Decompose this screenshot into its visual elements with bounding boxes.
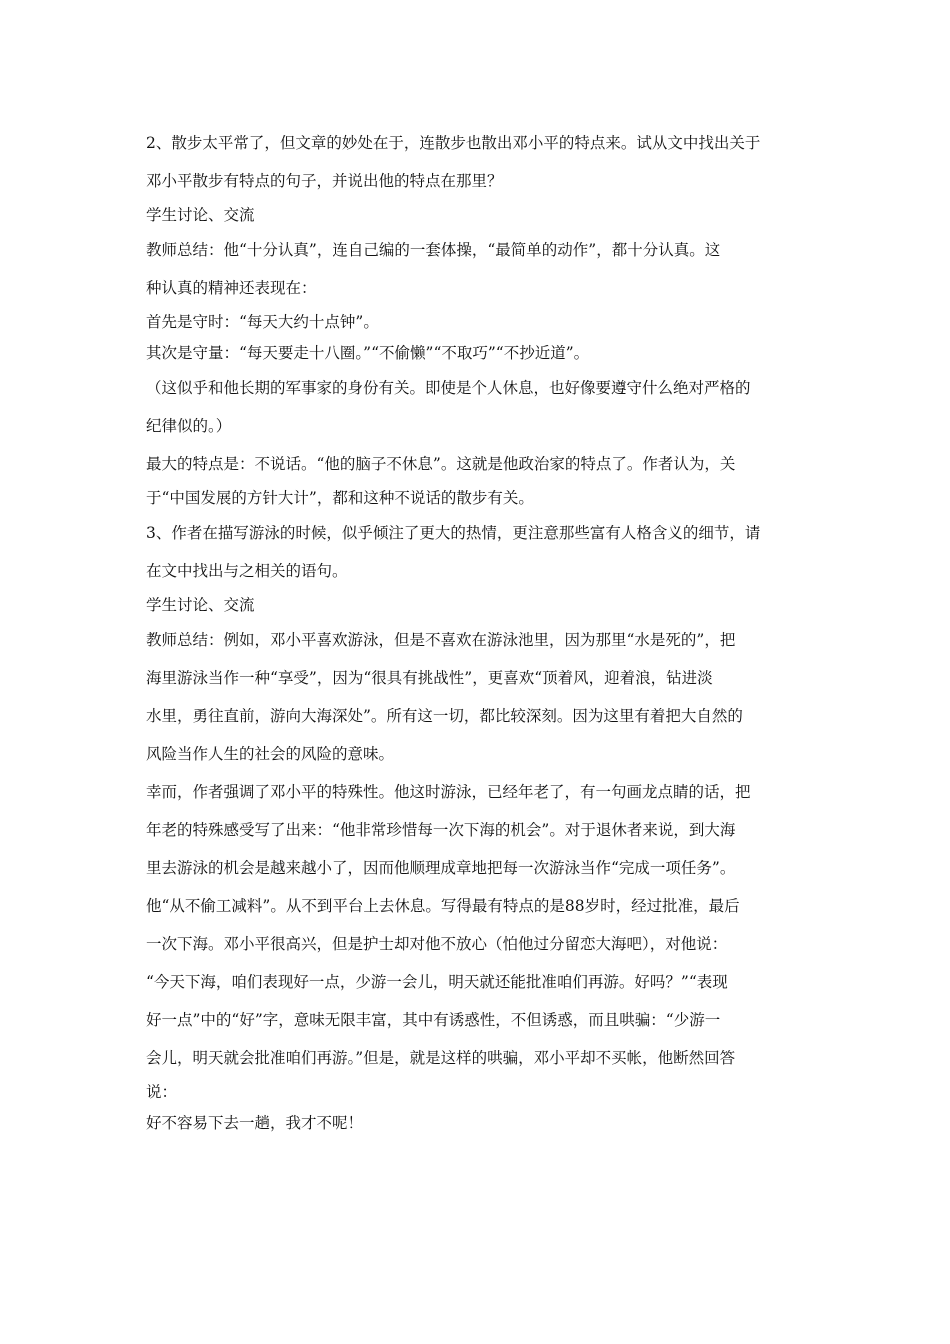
text-line: 首先是守时：“每天大约十点钟”。 xyxy=(146,313,379,331)
text-line: 3、作者在描写游泳的时候，似乎倾注了更大的热情，更注意那些富有人格含义的细节，请 xyxy=(146,524,761,542)
text-line: 在文中找出与之相关的语句。 xyxy=(146,562,348,580)
text-line: 学生讨论、交流 xyxy=(146,206,255,224)
text-line: 好不容易下去一趟，我才不呢！ xyxy=(146,1114,364,1132)
text-line: 种认真的精神还表现在： xyxy=(146,279,317,297)
text-line: 海里游泳当作一种“享受”，因为“很具有挑战性”，更喜欢“顶着风，迎着浪，钻进淡 xyxy=(146,669,713,687)
text-line: 水里，勇往直前，游向大海深处”。所有这一切，都比较深刻。因为这里有着把大自然的 xyxy=(146,707,743,725)
text-line: 学生讨论、交流 xyxy=(146,596,255,614)
text-line: 说： xyxy=(146,1083,178,1101)
text-line: 2、散步太平常了，但文章的妙处在于，连散步也散出邓小平的特点来。试从文中找出关于 xyxy=(146,134,761,152)
text-line: 年老的特殊感受写了出来：“他非常珍惜每一次下海的机会”。对于退休者来说，到大海 xyxy=(146,821,736,839)
text-line: 一次下海。邓小平很高兴，但是护士却对他不放心（怕他过分留恋大海吧），对他说： xyxy=(146,935,728,953)
text-line: 好一点”中的“好”字，意味无限丰富，其中有诱惑性，不但诱惑，而且哄骗：“少游一 xyxy=(146,1011,721,1029)
text-line: 于“中国发展的方针大计”，都和这种不说话的散步有关。 xyxy=(146,489,534,507)
text-line: 风险当作人生的社会的风险的意味。 xyxy=(146,745,395,763)
text-line: 最大的特点是：不说话。“他的脑子不休息”。这就是他政治家的特点了。作者认为，关 xyxy=(146,455,736,473)
text-line: （这似乎和他长期的军事家的身份有关。即使是个人休息，也好像要遵守什么绝对严格的 xyxy=(146,379,751,397)
text-line: 纪律似的。） xyxy=(146,417,232,435)
text-line: 其次是守量：“每天要走十八圈。”“不偷懒”“不取巧”“不抄近道”。 xyxy=(146,344,590,362)
text-line: 邓小平散步有特点的句子，并说出他的特点在那里？ xyxy=(146,172,503,190)
text-line: 里去游泳的机会是越来越小了，因而他顺理成章地把每一次游泳当作“完成一项任务”。 xyxy=(146,859,736,877)
text-line: “今天下海，咱们表现好一点，少游一会儿，明天就还能批准咱们再游。好吗？”“表现 xyxy=(146,973,728,991)
text-line: 教师总结：他“十分认真”，连自己编的一套体操，“最简单的动作”，都十分认真。这 xyxy=(146,241,721,259)
text-line: 会儿，明天就会批准咱们再游。”但是，就是这样的哄骗，邓小平却不买帐，他断然回答 xyxy=(146,1049,736,1067)
text-line: 教师总结：例如，邓小平喜欢游泳，但是不喜欢在游泳池里，因为那里“水是死的”，把 xyxy=(146,631,736,649)
text-line: 幸而，作者强调了邓小平的特殊性。他这时游泳，已经年老了，有一句画龙点睛的话，把 xyxy=(146,783,751,801)
text-line: 他“从不偷工减料”。从不到平台上去休息。写得最有特点的是88岁时，经过批准，最后 xyxy=(146,897,740,915)
document-body xyxy=(146,124,810,1139)
